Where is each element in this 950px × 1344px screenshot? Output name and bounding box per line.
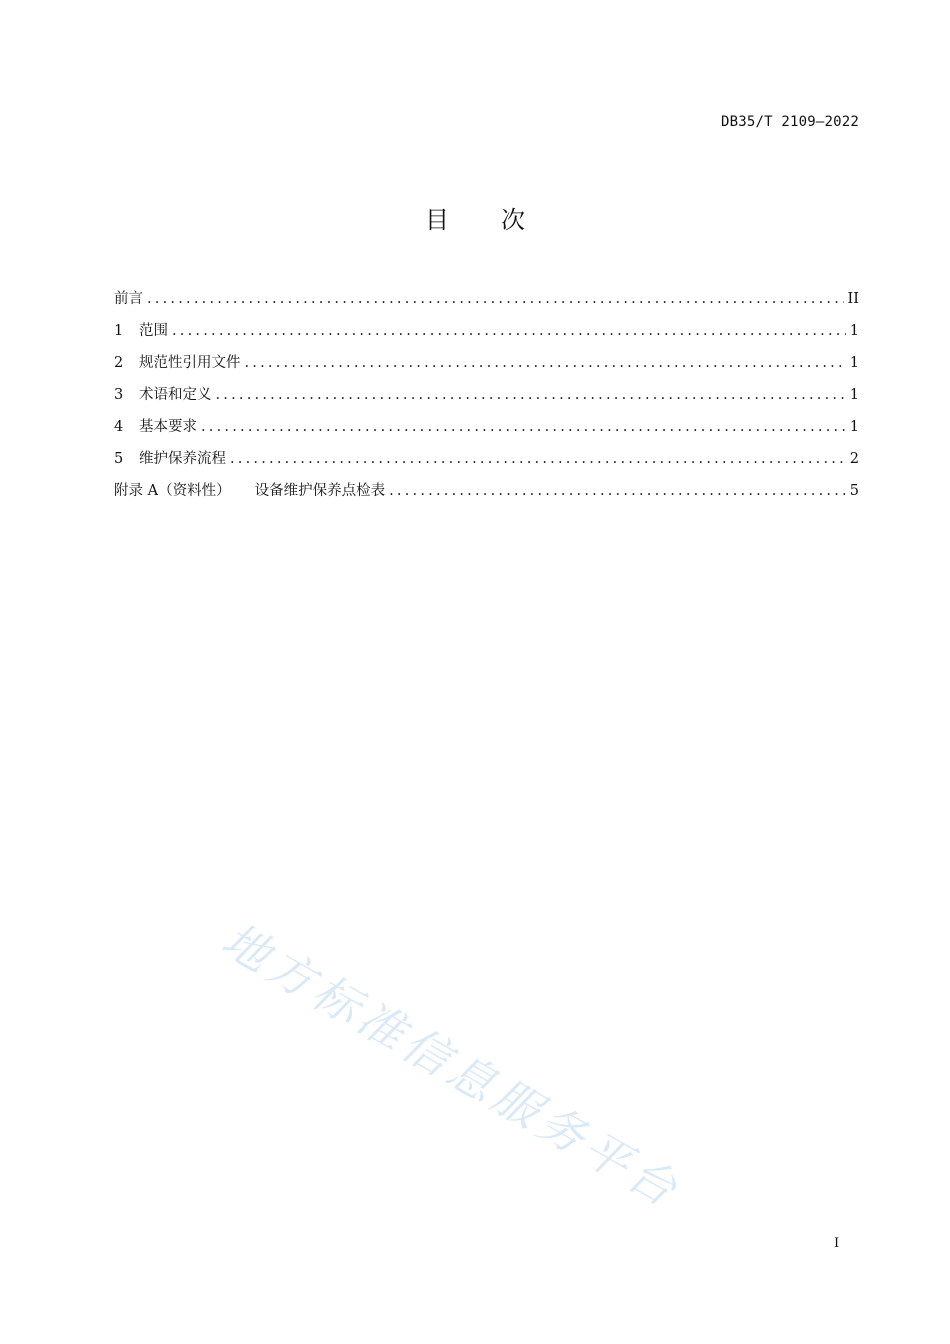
toc-entry-page: 1 [849,387,859,403]
toc-entry-page: 1 [849,323,859,339]
toc-appendix-label: 附录 A（资料性） [114,483,231,499]
toc-entry-page: II [847,291,859,307]
toc-entry-foreword[interactable] [114,287,859,319]
toc-entry-appendix-a[interactable] [114,479,859,511]
toc-entry-number: 3 [114,387,124,403]
toc-leader-dots [201,419,846,435]
toc-leader-dots [172,323,846,339]
toc-entry-scope[interactable] [114,319,859,351]
toc-entry-page: 5 [849,483,859,499]
toc-entry-terms-definitions[interactable] [114,383,859,415]
toc-entry-number: 1 [114,323,124,339]
toc-entry-number: 4 [114,419,124,435]
toc-entry-basic-requirements[interactable] [114,415,859,447]
toc-entry-label: 术语和定义 [139,387,212,403]
toc-entry-label: 维护保养流程 [139,451,226,467]
toc-entry-label: 基本要求 [139,419,197,435]
toc-leader-dots [389,483,846,499]
toc-entry-label: 范围 [139,323,168,339]
toc-leader-dots [245,355,846,371]
toc-entry-number: 2 [114,355,124,371]
toc-leader-dots [147,291,844,307]
toc-entry-label: 规范性引用文件 [139,355,241,371]
toc-leader-dots [216,387,846,403]
page-title-char-2: 次 [501,206,525,234]
toc-leader-dots [230,451,846,467]
toc-entry-normative-references[interactable] [114,351,859,383]
toc-entry-maintenance-process[interactable] [114,447,859,479]
toc-entry-number: 5 [114,451,124,467]
toc-entry-page: 2 [849,451,859,467]
table-of-contents [114,287,859,511]
document-code: DB35/T 2109—2022 [720,114,859,130]
toc-appendix-title: 设备维护保养点检表 [254,483,386,499]
toc-entry-page: 1 [849,419,859,435]
page-title-char-1: 目 [425,206,449,234]
toc-entry-label: 前言 [114,291,143,307]
watermark-text: 地方标准信息服务平台 [213,912,691,1219]
toc-entry-page: 1 [849,355,859,371]
page-title [0,200,950,235]
page-number: I [834,1236,840,1251]
toc-entry-label [114,479,385,500]
